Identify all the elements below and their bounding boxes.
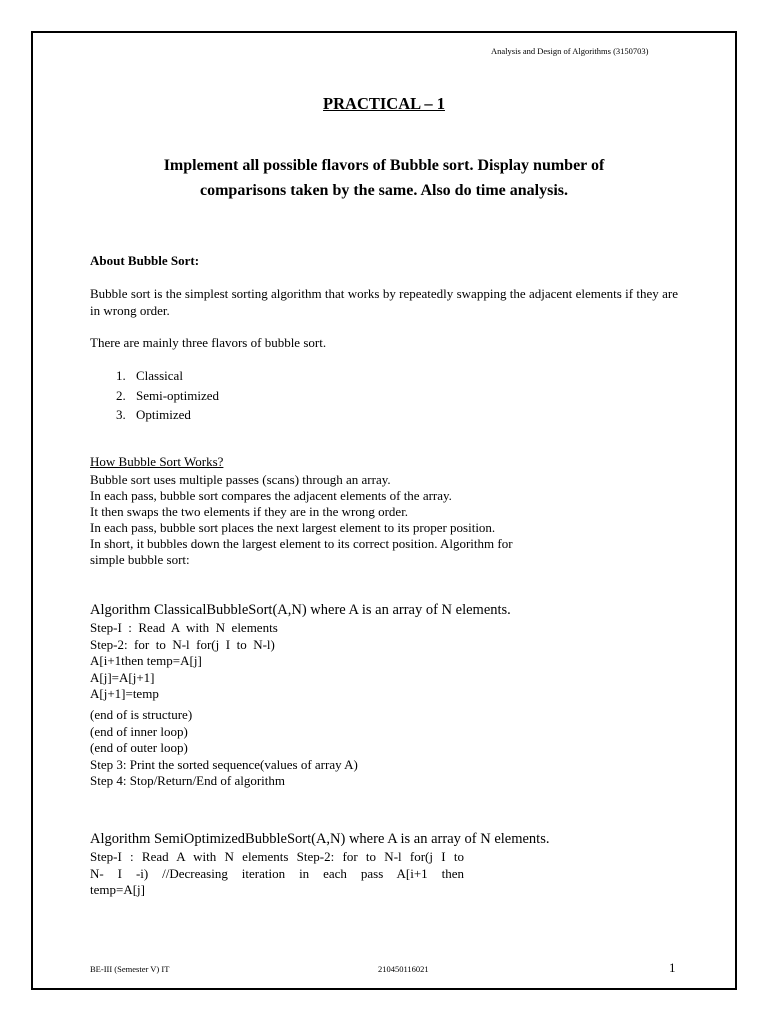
practical-title-text: PRACTICAL – 1 (323, 94, 445, 113)
list-label: Classical (136, 368, 183, 383)
algorithm-step: A[i+1then temp=A[j] (90, 653, 202, 669)
list-item (116, 386, 219, 406)
algorithm-step: Step 4: Stop/Return/End of algorithm (90, 773, 285, 789)
list-number: 3. (116, 407, 126, 422)
aim-statement (120, 153, 648, 203)
classical-algorithm (90, 600, 690, 790)
algorithm-title: Algorithm SemiOptimizedBubbleSort(A,N) where A is an array of N elements. (90, 831, 550, 847)
how-line: Bubble sort uses multiple passes (scans) through an array. (90, 472, 391, 487)
algorithm-step: temp=A[j] (90, 882, 145, 898)
algorithm-title: Algorithm ClassicalBubbleSort(A,N) where A is an array of N elements. (90, 602, 511, 618)
practical-title (0, 94, 768, 114)
about-paragraph: Bubble sort is the simplest sorting algorithm that works by repeatedly swapping the adjacent elements if they are in wrong order. (90, 286, 678, 318)
algorithm-step: A[j]=A[j+1] (90, 669, 155, 685)
how-line: In each pass, bubble sort compares the adjacent elements of the array. (90, 488, 452, 503)
list-number: 2. (116, 387, 126, 403)
algorithm-step: N- I -i) //Decreasing iteration in each pass A[i+1 then (90, 865, 464, 881)
list-label: Optimized (136, 407, 191, 422)
list-label: Semi-optimized (136, 387, 220, 403)
about-heading: About Bubble Sort: (90, 253, 200, 268)
algorithm-step: Step-I : Read A with N elements Step-2: for to N-l for(j I to (90, 849, 464, 864)
footer-semester: BE-III (Semester V) IT (90, 964, 170, 974)
algorithm-step: (end of is structure) (90, 706, 193, 722)
algorithm-step: A[j+1]=temp (90, 686, 159, 702)
semi-optimized-algorithm (90, 829, 690, 899)
algorithm-step: Step-I : Read A with N elements (90, 620, 278, 635)
page-number: 1 (669, 960, 676, 975)
aim-line-2: comparisons taken by the same. Also do time analysis. (199, 182, 569, 199)
flavors-list (116, 366, 219, 425)
how-line: It then swaps the two elements if they are in the wrong order. (90, 504, 409, 519)
how-body (90, 472, 610, 568)
algorithm-step: Step-2: for to N-l for(j I to N-l) (90, 636, 275, 652)
algorithm-step: (end of outer loop) (90, 740, 188, 756)
flavors-intro: There are mainly three flavors of bubble sort. (90, 335, 327, 350)
aim-line-1: Implement all possible flavors of Bubble sort. Display number of (163, 157, 605, 174)
course-header: Analysis and Design of Algorithms (3150703) (491, 46, 649, 56)
list-item (116, 405, 219, 425)
algorithm-step: Step 3: Print the sorted sequence(values of array A) (90, 756, 358, 772)
how-heading: How Bubble Sort Works? (90, 454, 224, 469)
list-item (116, 366, 219, 386)
how-line: simple bubble sort: (90, 552, 190, 567)
list-number: 1. (116, 368, 126, 383)
how-line: In each pass, bubble sort places the next largest element to its proper position. (90, 520, 496, 535)
how-line: In short, it bubbles down the largest element to its correct position. Algorithm for (90, 536, 513, 551)
footer-enrollment: 210450116021 (378, 964, 429, 974)
algorithm-step: (end of inner loop) (90, 723, 188, 739)
